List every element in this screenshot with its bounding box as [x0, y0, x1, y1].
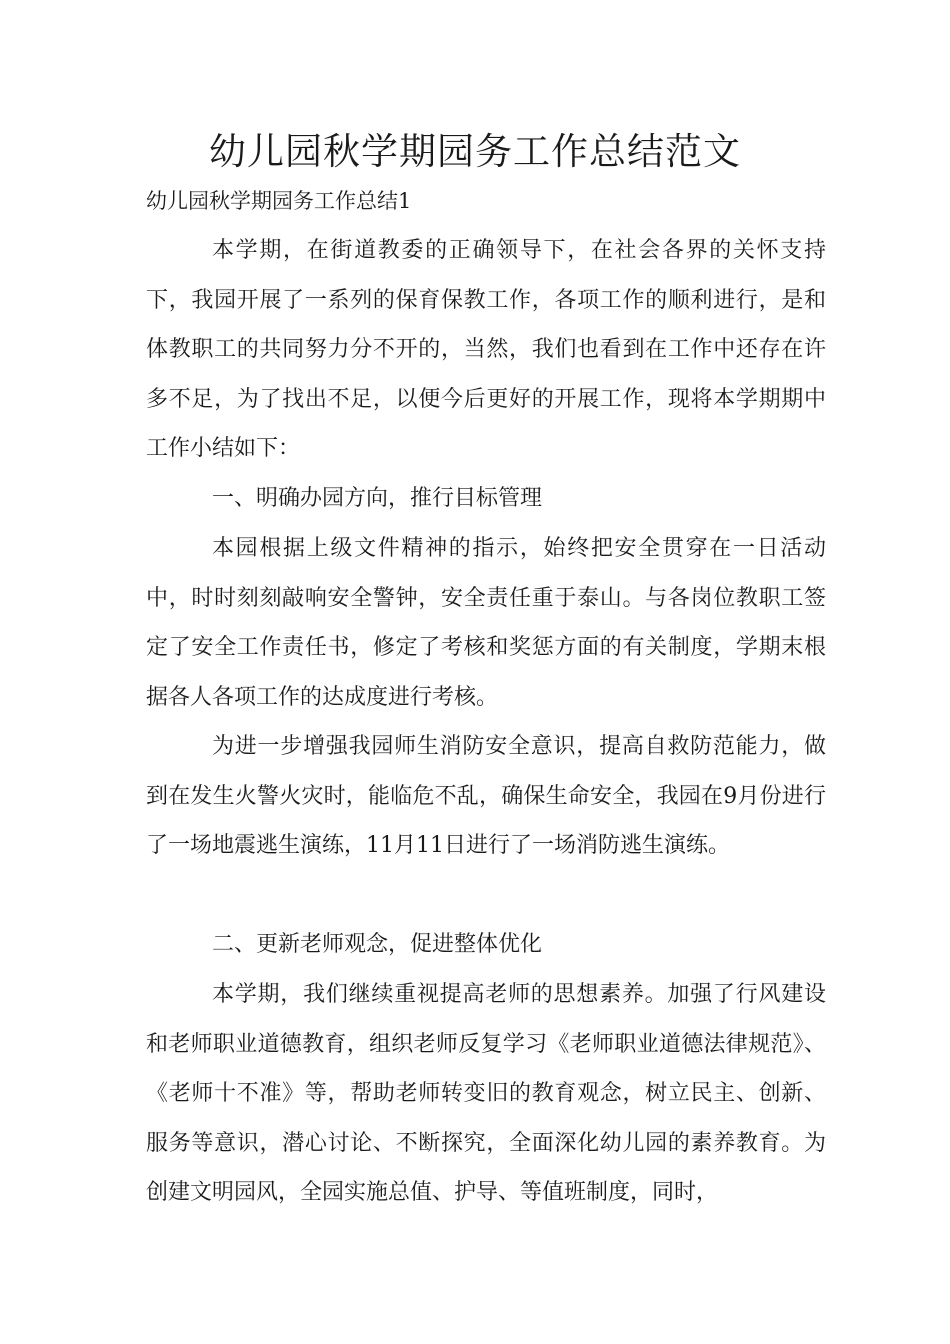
paragraph-intro: 本学期，在街道教委的正确领导下，在社会各界的关怀支持下，我园开展了一系列的保育保教工作，各项工作的顺利进行，是和体教职工的共同努力分不开的，当然，我们也看到在工作中还存在许多不足，为了找出不足，以便今后更好的开展工作，现将本学期期中工作小结如下：: [146, 238, 826, 461]
document-subtitle: 幼儿园秋学期园务工作总结1: [146, 189, 412, 213]
section-heading-2: 二、更新老师观念，促进整体优化: [212, 932, 543, 957]
paragraph-safety-responsibility: 本园根据上级文件精神的指示，始终把安全贯穿在一日活动中，时时刻刻敲响安全警钟，安全责任重于泰山。与各岗位教职工签定了安全工作责任书，修定了考核和奖惩方面的有关制度，学期末根据各人各项工作的达成度进行考核。: [146, 536, 826, 710]
document-title: 幼儿园秋学期园务工作总结范文: [209, 130, 741, 173]
paragraph-teacher-ethics: 本学期，我们继续重视提高老师的思想素养。加强了行风建设和老师职业道德教育，组织老师反复学习《老师职业道德法律规范》、《老师十不准》等，帮助老师转变旧的教育观念，树立民主、创新、服务等意识，潜心讨论、不断探究，全面深化幼儿园的素养教育。为创建文明园风，全园实施总值、护导、等值班制度，同时，: [146, 982, 826, 1205]
paragraph-fire-drill: 为进一步增强我园师生消防安全意识，提高自救防范能力，做到在发生火警火灾时，能临危不乱，确保生命安全，我园在9月份进行了一场地震逃生演练，11月11日进行了一场消防逃生演练。: [146, 734, 826, 858]
section-heading-1: 一、明确办园方向，推行目标管理: [212, 486, 543, 511]
